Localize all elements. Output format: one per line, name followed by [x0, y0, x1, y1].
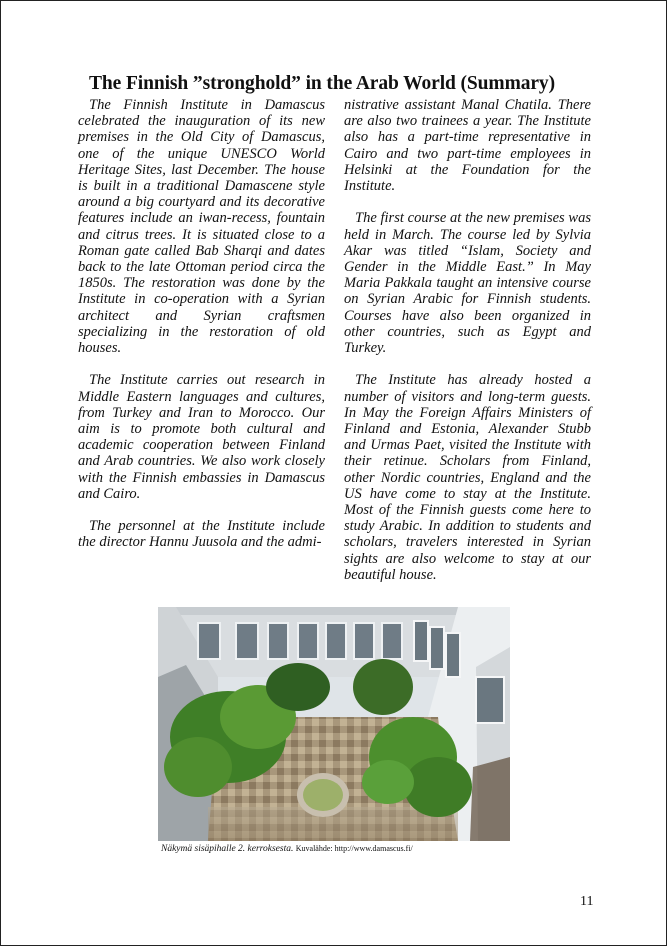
- paragraph: The Finnish Institute in Damascus celebrated the inauguration of its new premises in the Old City of Damascus, one of the unique UNESCO World Heritage Sites, last December. The house is built in a traditional Damascene style around a big courtyard and its decorative features include an iwan-recess, fountain and citrus trees. It is situated close to a Roman gate called Bab Sharqi and dates back to the late Ottoman period circa the 1850s. The restoration was done by the Institute in co-operation with a Syrian architect and Syrian craftsmen specializing in the restoration of old houses.: [78, 97, 325, 357]
- left-column: [78, 97, 325, 567]
- page-number: 11: [580, 894, 594, 909]
- caption-source: Kuvalähde: http://www.damascus.fi/: [295, 844, 413, 853]
- paragraph: The Institute has already hosted a number of visitors and long-term guests. In May the Foreign Affairs Ministers of Finland and Estonia, Alexander Stubb and Urmas Paet, visited the Institute with their retinue. Scholars from Finland, other Nordic countries, England and the US have come to stay at the Institute. Most of the Finnish guests come here to study Arabic. In addition to students and scholars, travelers interested in Syrian sights are also welcome to stay at our beautiful house.: [344, 372, 591, 583]
- right-column: [344, 97, 591, 599]
- paragraph: The Institute carries out research in Middle Eastern languages and cultures, from Turkey and Iran to Morocco. Our aim is to promote both cultural and academic cooperation between Finland and Arab countries. We also work closely with the Finnish embassies in Damascus and Cairo.: [78, 372, 325, 502]
- article-title: The Finnish ”stronghold” in the Arab World (Summary): [89, 73, 555, 94]
- courtyard-photo: [158, 607, 510, 841]
- paragraph: nistrative assistant Manal Chatila. There are also two trainees a year. The Institute also has a part-time representative in Cairo and two part-time employees in Helsinki at the Foundation for the Institute.: [344, 97, 591, 195]
- photo-caption: [161, 844, 413, 854]
- paragraph: The personnel at the Institute include the director Hannu Juusola and the admi-: [78, 518, 325, 551]
- caption-text: Näkymä sisäpihalle 2. kerroksesta.: [161, 844, 294, 854]
- paragraph: The first course at the new premises was held in March. The course led by Sylvia Akar was titled “Islam, Society and Gender in the Middle East.” In May Maria Pakkala taught an intensive course on Syrian Arabic for Finnish students. Courses have also been organized in other countries, such as Egypt and Turkey.: [344, 210, 591, 357]
